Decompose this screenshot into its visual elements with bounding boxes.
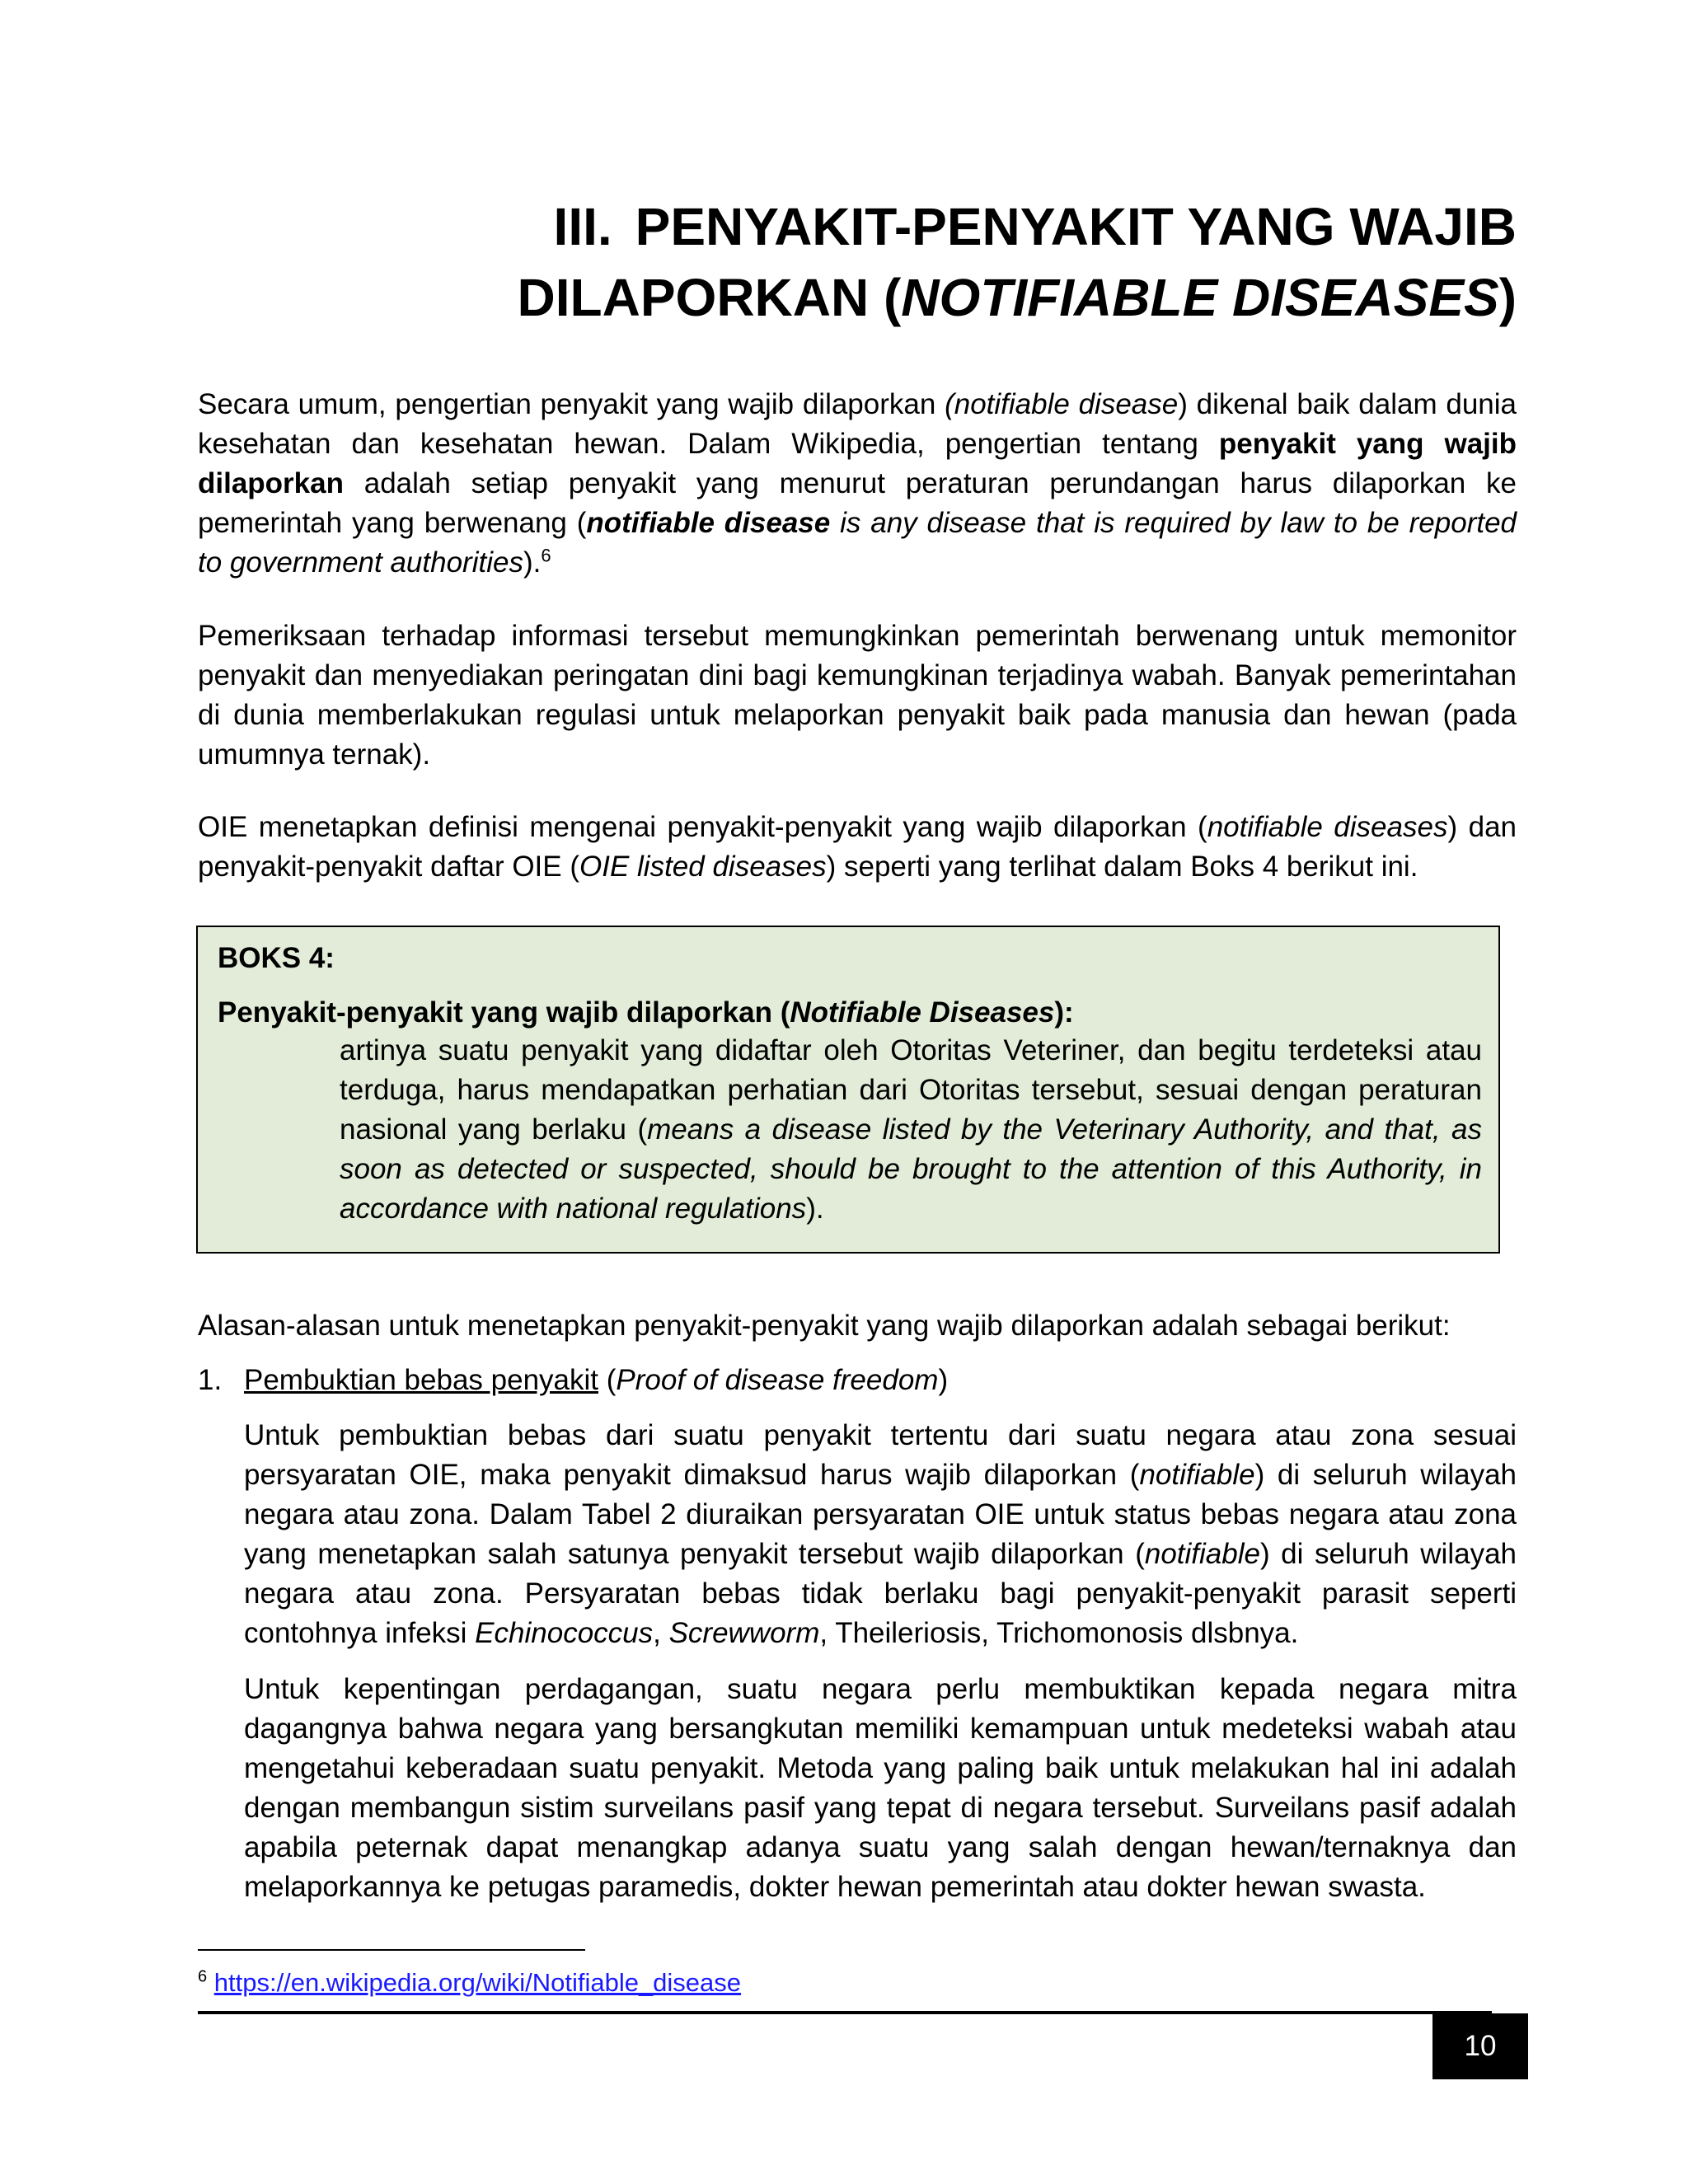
chapter-title-line1: III. PENYAKIT-PENYAKIT YANG WAJIB bbox=[553, 197, 1517, 256]
page-number: 10 bbox=[1432, 2013, 1528, 2079]
footnote-separator bbox=[198, 1949, 585, 1951]
boks-definition: artinya suatu penyakit yang didaftar oleh Otoritas Veteriner, dan begitu terdeteksi atau terduga, harus mendapatkan perhatian dari Otoritas tersebut, sesuai dengan peraturan nasional yang berlaku (means a disease listed by the Veterinary Authority, and that, as soon as detected or suspected, should be brought to the attention of this Authority, in accordance with national regulations). bbox=[340, 1034, 1482, 1225]
footnote-number: 6 bbox=[198, 1967, 208, 1986]
list-number: 1. bbox=[198, 1364, 223, 1396]
footer-rule bbox=[198, 2011, 1492, 2014]
paragraph-monitoring: Pemeriksaan terhadap informasi tersebut memungkinkan pemerintah berwenang untuk memonitor penyakit dan menyediakan peringatan dini bagi kemungkinan terjadinya wabah. Banyak pemerintahan di dunia memberlakukan regulasi untuk melaporkan penyakit baik pada manusia dan hewan (pada umumnya ternak). bbox=[198, 620, 1517, 771]
paragraph-definition: Secara umum, pengertian penyakit yang wajib dilaporkan (notifiable disease) dikenal baik dalam dunia kesehatan dan kesehatan hewan. Dalam Wikipedia, pengertian tentang penyakit yang wajib dilaporkan adalah setiap penyakit yang menurut peraturan perundangan harus dilaporkan ke pemerintah yang berwenang (notifiable disease is any disease that is required by law to be reported to government authorities).$^6$ bbox=[198, 388, 1517, 579]
chapter-title-line2: DILAPORKAN (NOTIFIABLE DISEASES) bbox=[517, 268, 1517, 327]
footnote-reference[interactable]: 6 bbox=[541, 545, 551, 566]
paragraph-oie-definition: OIE menetapkan definisi mengenai penyakit-penyakit yang wajib dilaporkan (notifiable diseases) dan penyakit-penyakit daftar OIE (OIE listed diseases) seperti yang terlihat dalam Boks 4 berikut ini. bbox=[198, 811, 1517, 883]
chapter-title bbox=[486, 191, 1517, 333]
list-heading: Pembuktian bebas penyakit (Proof of disease freedom) bbox=[244, 1364, 949, 1396]
footnote-link[interactable]: https://en.wikipedia.org/wiki/Notifiable_disease bbox=[213, 1968, 742, 1997]
paragraph-reasons-intro: Alasan-alasan untuk menetapkan penyakit-penyakit yang wajib dilaporkan adalah sebagai berikut: bbox=[198, 1310, 1451, 1342]
boks-title: BOKS 4: bbox=[218, 942, 335, 974]
boks-4-callout bbox=[196, 926, 1500, 1254]
paragraph-trade-surveillance: Untuk kepentingan perdagangan, suatu negara perlu membuktikan kepada negara mitra dagangnya bahwa negara yang bersangkutan memiliki kemampuan untuk medeteksi wabah atau mengetahui keberadaan suatu penyakit. Metoda yang paling baik untuk melakukan hal ini adalah dengan membangun sistim surveilans pasif yang tepat di negara tersebut. Surveilans pasif adalah apabila peternak dapat menangkap adanya suatu yang salah dengan hewan/ternaknya dan melaporkannya ke petugas paramedis, dokter hewan pemerintah atau dokter hewan swasta. bbox=[244, 1673, 1517, 1903]
boks-term: Penyakit-penyakit yang wajib dilaporkan (Notifiable Diseases): bbox=[218, 996, 1074, 1029]
footnote bbox=[198, 1966, 741, 1999]
chapter-number: III. bbox=[553, 197, 612, 256]
paragraph-proof-of-freedom: Untuk pembuktian bebas dari suatu penyakit tertentu dari suatu negara atau zona sesuai persyaratan OIE, maka penyakit dimaksud harus wajib dilaporkan (notifiable) di seluruh wilayah negara atau zona. Dalam Tabel 2 diuraikan persyaratan OIE untuk status bebas negara atau zona yang menetapkan salah satunya penyakit tersebut wajib dilaporkan (notifiable) di seluruh wilayah negara atau zona. Persyaratan bebas tidak berlaku bagi penyakit-penyakit parasit seperti contohnya infeksi Echinococcus, Screwworm, Theileriosis, Trichomonosis dlsbnya. bbox=[244, 1419, 1517, 1649]
